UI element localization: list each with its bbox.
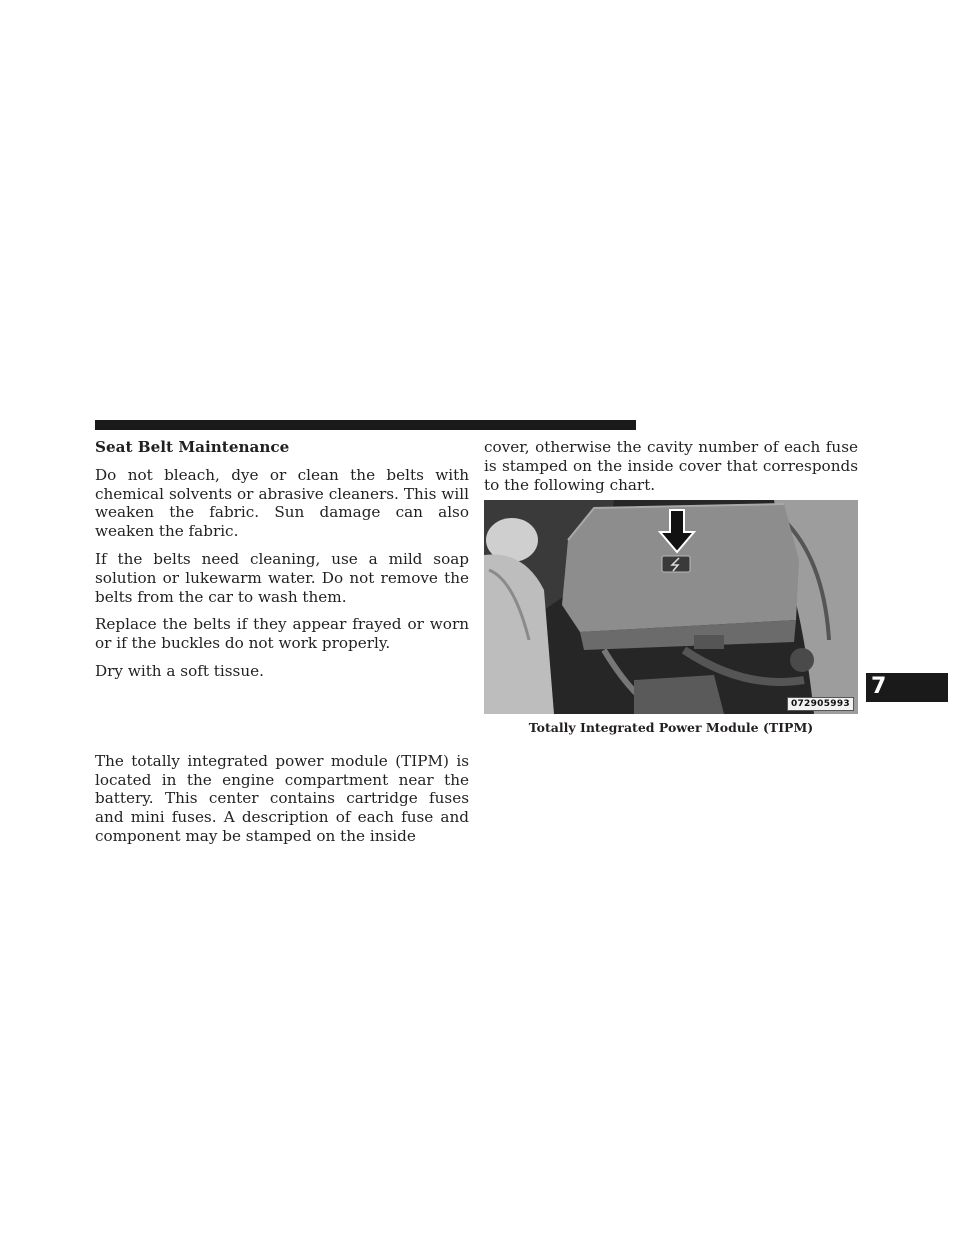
tipm-photo xyxy=(484,500,858,714)
paragraph: Dry with a soft tissue. xyxy=(95,661,264,680)
paragraph: Do not bleach, dye or clean the belts with chemical solvents or abrasive cleaners. This will weaken the fabric. Sun damage can also weaken the fabric. xyxy=(95,465,469,541)
photo-id-label: 072905993 xyxy=(787,697,854,711)
paragraph: The totally integrated power module (TIPM) is located in the engine compartment near the battery. This center contains cartridge fuses and mini fuses. A description of each fuse and component may be stamped on the inside xyxy=(95,751,469,845)
right-column xyxy=(484,438,858,503)
chapter-number: 7 xyxy=(871,674,887,699)
paragraph: cover, otherwise the cavity number of each fuse is stamped on the inside cover that corresponds to the following chart. xyxy=(484,438,858,494)
paragraph: Replace the belts if they appear frayed or worn or if the buckles do not work properly. xyxy=(95,615,469,653)
spacer xyxy=(95,690,469,752)
engine-compartment-illustration xyxy=(484,500,858,714)
chapter-tab xyxy=(866,673,948,702)
figure-caption: Totally Integrated Power Module (TIPM) xyxy=(528,720,814,735)
section-rule xyxy=(95,420,636,430)
paragraph: If the belts need cleaning, use a mild soap solution or lukewarm water. Do not remove the belts from the car to wash them. xyxy=(95,549,469,606)
section-heading: Seat Belt Maintenance xyxy=(95,438,290,456)
left-column xyxy=(95,438,469,855)
